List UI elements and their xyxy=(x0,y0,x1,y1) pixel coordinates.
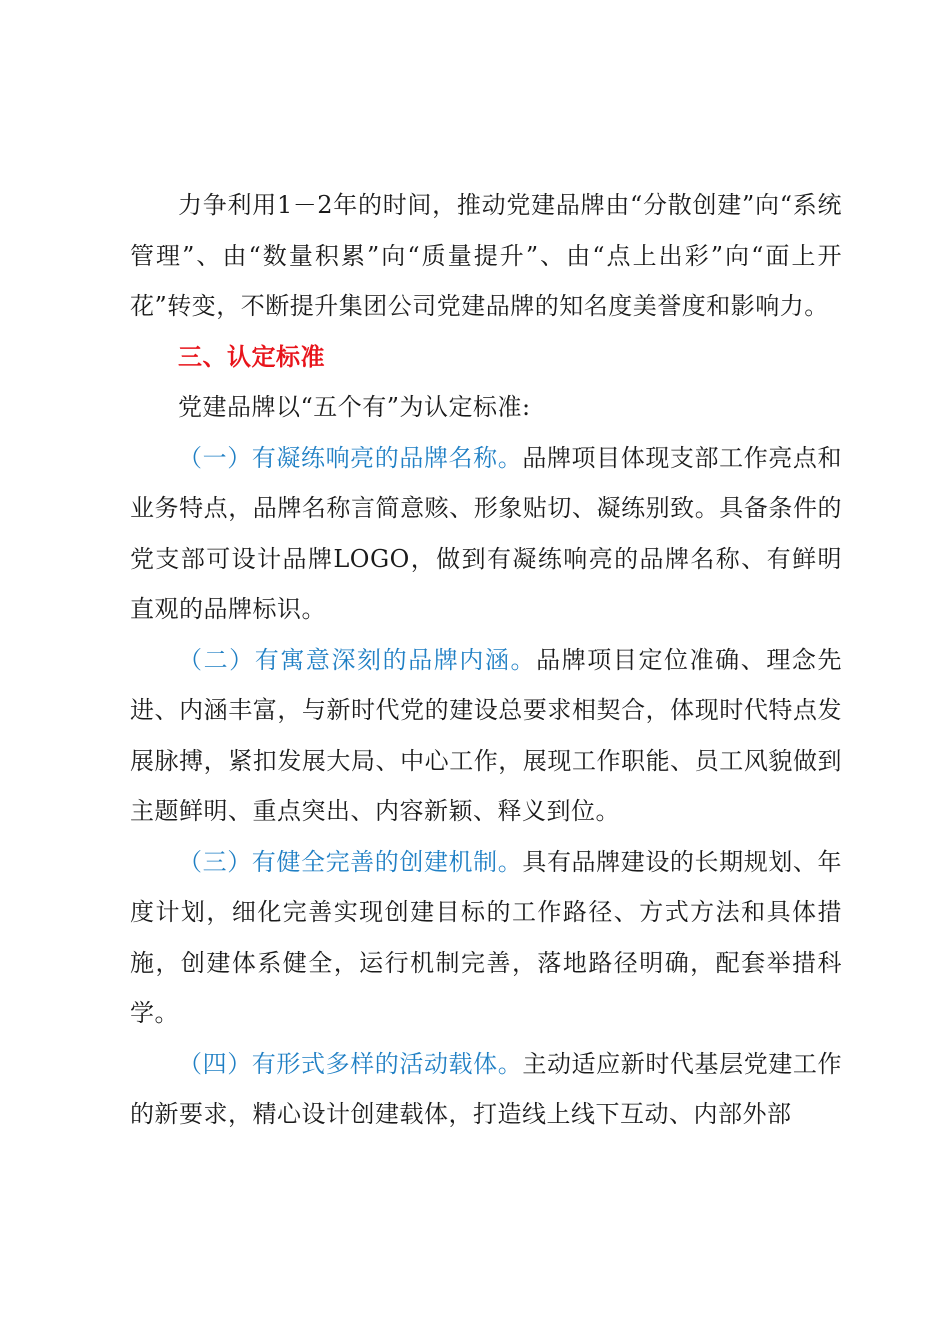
section-heading: 三、认定标准 xyxy=(178,341,325,371)
item-title: （二）有寓意深刻的品牌内涵。 xyxy=(178,645,537,674)
item-title: （四）有形式多样的活动载体。 xyxy=(178,1049,523,1078)
item-title: （三）有健全完善的创建机制。 xyxy=(178,847,523,876)
item-body: 品牌项目定位准确、理念先进、内涵丰富，与新时代党的建设总要求相契合，体现时代特点发展脉搏，紧扣发展大局、中心工作，展现工作职能、员工风貌做到主题鲜明、重点突出、内容新颖、释义到位。 xyxy=(130,645,843,825)
document-body xyxy=(130,180,842,1140)
item-title: （一）有凝练响亮的品牌名称。 xyxy=(178,443,523,472)
item-body: 品牌项目体现支部工作亮点和业务特点，品牌名称言简意赅、形象贴切、凝练别致。具备条件的党支部可设计品牌LOGO，做到有凝练响亮的品牌名称、有鲜明直观的品牌标识。 xyxy=(130,443,843,623)
section-lead: 党建品牌以“五个有”为认定标准: xyxy=(178,393,531,421)
item-body: 具有品牌建设的长期规划、年度计划，细化完善实现创建目标的工作路径、方式方法和具体措施，创建体系健全，运行机制完善，落地路径明确，配套举措科学。 xyxy=(130,847,843,1027)
item-body: 主动适应新时代基层党建工作的新要求，精心设计创建载体，打造线上线下互动、内部外部 xyxy=(130,1049,843,1128)
item-paragraph-1 xyxy=(130,433,842,635)
intro-paragraph: 力争利用1－2年的时间，推动党建品牌由“分散创建”向“系统管理”、由“数量积累”向“质量提升”、由“点上出彩”向“面上开花”转变，不断提升集团公司党建品牌的知名度美誉度和影响力。 xyxy=(130,191,842,320)
item-paragraph-3 xyxy=(130,837,842,1039)
item-paragraph-4 xyxy=(130,1039,842,1140)
item-paragraph-2 xyxy=(130,635,842,837)
